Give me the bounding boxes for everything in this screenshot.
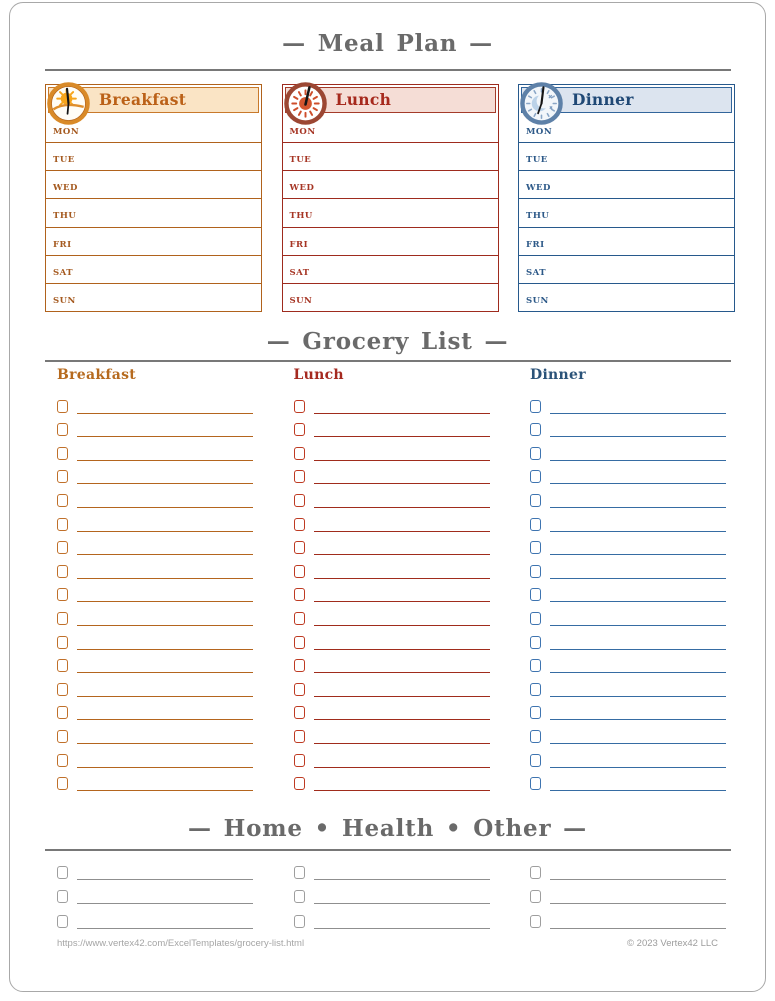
meal-day-row-wed[interactable] bbox=[519, 171, 734, 199]
grocery-item-row bbox=[57, 768, 253, 792]
grocery-item-row bbox=[530, 508, 726, 532]
item-blank-line[interactable] bbox=[77, 743, 253, 744]
item-blank-line[interactable] bbox=[77, 672, 253, 673]
checkbox[interactable] bbox=[57, 447, 68, 460]
item-blank-line[interactable] bbox=[314, 601, 490, 602]
item-blank-line[interactable] bbox=[314, 578, 490, 579]
item-blank-line[interactable] bbox=[77, 696, 253, 697]
item-blank-line[interactable] bbox=[550, 625, 726, 626]
other-column-3 bbox=[530, 855, 726, 929]
grocery-item-row bbox=[294, 768, 490, 792]
item-blank-line[interactable] bbox=[77, 413, 253, 414]
meal-header-dinner bbox=[521, 87, 732, 113]
dinner-moon-clock-icon bbox=[519, 81, 564, 126]
meal-day-row-fri[interactable] bbox=[283, 228, 498, 256]
grocery-item-row bbox=[530, 414, 726, 438]
meal-day-row-sun[interactable] bbox=[283, 284, 498, 311]
grocery-item-row bbox=[294, 508, 490, 532]
checkbox[interactable] bbox=[294, 470, 305, 483]
item-blank-line[interactable] bbox=[314, 649, 490, 650]
day-label: FRI bbox=[526, 239, 545, 250]
grocery-item-row bbox=[294, 555, 490, 579]
meal-header-lunch bbox=[285, 87, 496, 113]
meal-rows-lunch bbox=[283, 115, 498, 311]
grocery-item-row bbox=[57, 602, 253, 626]
other-item-row bbox=[57, 880, 253, 905]
other-item-row bbox=[530, 904, 726, 929]
meal-day-row-sat[interactable] bbox=[519, 256, 734, 284]
item-blank-line[interactable] bbox=[77, 928, 253, 929]
checkbox[interactable] bbox=[530, 470, 541, 483]
day-label: THU bbox=[289, 211, 313, 222]
grocery-column-header: Breakfast bbox=[57, 367, 137, 383]
other-item-row bbox=[530, 880, 726, 905]
other-item-row bbox=[530, 855, 726, 880]
checkbox[interactable] bbox=[530, 565, 541, 578]
item-blank-line[interactable] bbox=[314, 625, 490, 626]
item-blank-line[interactable] bbox=[550, 903, 726, 904]
item-blank-line[interactable] bbox=[314, 460, 490, 461]
day-label: TUE bbox=[53, 155, 75, 166]
meal-header-label: Dinner bbox=[572, 90, 634, 109]
day-label: WED bbox=[526, 183, 551, 194]
checkbox[interactable] bbox=[57, 659, 68, 672]
checkbox[interactable] bbox=[530, 754, 541, 767]
grocery-item-row bbox=[530, 650, 726, 674]
grocery-item-row bbox=[294, 390, 490, 414]
item-blank-line[interactable] bbox=[77, 578, 253, 579]
grocery-item-row bbox=[294, 437, 490, 461]
item-blank-line[interactable] bbox=[550, 696, 726, 697]
item-blank-line[interactable] bbox=[550, 790, 726, 791]
meal-plan-section bbox=[45, 84, 735, 312]
checkbox[interactable] bbox=[530, 494, 541, 507]
grocery-item-row bbox=[294, 744, 490, 768]
grocery-rows-breakfast bbox=[57, 390, 253, 791]
meal-day-row-sun[interactable] bbox=[519, 284, 734, 311]
grocery-item-row bbox=[530, 768, 726, 792]
grocery-item-row bbox=[294, 602, 490, 626]
grocery-item-row bbox=[294, 697, 490, 721]
checkbox[interactable] bbox=[57, 754, 68, 767]
day-label: MON bbox=[53, 127, 80, 137]
meal-day-row-tue[interactable] bbox=[283, 143, 498, 171]
grocery-item-row bbox=[57, 414, 253, 438]
meal-day-row-thu[interactable] bbox=[519, 199, 734, 227]
day-label: SAT bbox=[526, 267, 547, 278]
other-column-2 bbox=[294, 855, 490, 929]
other-item-row bbox=[294, 904, 490, 929]
grocery-item-row bbox=[530, 390, 726, 414]
day-label: WED bbox=[53, 183, 78, 194]
grocery-item-row bbox=[57, 697, 253, 721]
checkbox[interactable] bbox=[294, 915, 305, 928]
grocery-item-row bbox=[57, 673, 253, 697]
checkbox[interactable] bbox=[294, 754, 305, 767]
meal-day-row-wed[interactable] bbox=[46, 171, 261, 199]
item-blank-line[interactable] bbox=[314, 790, 490, 791]
item-blank-line[interactable] bbox=[77, 903, 253, 904]
grocery-item-row bbox=[530, 555, 726, 579]
checkbox[interactable] bbox=[57, 400, 68, 413]
grocery-item-row bbox=[57, 720, 253, 744]
checkbox[interactable] bbox=[530, 541, 541, 554]
grocery-column-dinner bbox=[530, 367, 726, 791]
grocery-item-row bbox=[530, 602, 726, 626]
checkbox[interactable] bbox=[294, 636, 305, 649]
checkbox[interactable] bbox=[57, 588, 68, 601]
day-label: MON bbox=[289, 127, 316, 137]
item-blank-line[interactable] bbox=[77, 719, 253, 720]
checkbox[interactable] bbox=[294, 565, 305, 578]
other-item-row bbox=[57, 904, 253, 929]
checkbox[interactable] bbox=[57, 470, 68, 483]
home-health-other-title: — Home • Health • Other — bbox=[188, 815, 587, 842]
grocery-column-lunch bbox=[294, 367, 490, 791]
other-rows-2 bbox=[294, 855, 490, 929]
checkbox[interactable] bbox=[294, 423, 305, 436]
day-label: SUN bbox=[53, 295, 76, 306]
grocery-item-row bbox=[530, 579, 726, 603]
grocery-item-row bbox=[530, 532, 726, 556]
item-blank-line[interactable] bbox=[314, 719, 490, 720]
grocery-item-row bbox=[530, 744, 726, 768]
day-label: SAT bbox=[53, 267, 74, 278]
meal-plan-divider bbox=[45, 69, 731, 71]
meal-day-row-thu[interactable] bbox=[283, 199, 498, 227]
day-label: FRI bbox=[53, 239, 72, 250]
item-blank-line[interactable] bbox=[314, 672, 490, 673]
item-blank-line[interactable] bbox=[314, 507, 490, 508]
day-label: THU bbox=[53, 211, 77, 222]
day-label: FRI bbox=[289, 239, 309, 250]
item-blank-line[interactable] bbox=[314, 436, 490, 437]
item-blank-line[interactable] bbox=[550, 531, 726, 532]
checkbox[interactable] bbox=[294, 494, 305, 507]
grocery-item-row bbox=[294, 532, 490, 556]
checkbox[interactable] bbox=[530, 683, 541, 696]
item-blank-line[interactable] bbox=[550, 879, 726, 880]
day-label: THU bbox=[526, 211, 550, 222]
checkbox[interactable] bbox=[530, 706, 541, 719]
checkbox[interactable] bbox=[530, 890, 541, 903]
checkbox[interactable] bbox=[530, 400, 541, 413]
home-health-other-section bbox=[57, 855, 726, 929]
grocery-item-row bbox=[294, 414, 490, 438]
checkbox[interactable] bbox=[57, 518, 68, 531]
other-item-row bbox=[57, 855, 253, 880]
other-rows-3 bbox=[530, 855, 726, 929]
checkbox[interactable] bbox=[57, 915, 68, 928]
checkbox[interactable] bbox=[294, 777, 305, 790]
item-blank-line[interactable] bbox=[314, 743, 490, 744]
checkbox[interactable] bbox=[57, 565, 68, 578]
other-item-row bbox=[294, 855, 490, 880]
item-blank-line[interactable] bbox=[314, 531, 490, 532]
checkbox[interactable] bbox=[530, 659, 541, 672]
checkbox[interactable] bbox=[57, 777, 68, 790]
footer-url: https://www.vertex42.com/ExcelTemplates/grocery-list.html bbox=[57, 938, 305, 949]
meal-day-row-tue[interactable] bbox=[46, 143, 261, 171]
checkbox[interactable] bbox=[294, 730, 305, 743]
meal-day-row-fri[interactable] bbox=[519, 228, 734, 256]
grocery-item-row bbox=[57, 744, 253, 768]
checkbox[interactable] bbox=[57, 612, 68, 625]
day-label: MON bbox=[526, 127, 553, 137]
item-blank-line[interactable] bbox=[550, 672, 726, 673]
checkbox[interactable] bbox=[57, 706, 68, 719]
checkbox[interactable] bbox=[57, 423, 68, 436]
grocery-item-row bbox=[294, 720, 490, 744]
item-blank-line[interactable] bbox=[314, 903, 490, 904]
item-blank-line[interactable] bbox=[77, 460, 253, 461]
item-blank-line[interactable] bbox=[314, 928, 490, 929]
checkbox[interactable] bbox=[57, 730, 68, 743]
checkbox[interactable] bbox=[294, 447, 305, 460]
meal-header-label: Lunch bbox=[335, 90, 392, 109]
grocery-item-row bbox=[57, 626, 253, 650]
checkbox[interactable] bbox=[57, 636, 68, 649]
checkbox[interactable] bbox=[294, 683, 305, 696]
item-blank-line[interactable] bbox=[77, 531, 253, 532]
item-blank-line[interactable] bbox=[550, 554, 726, 555]
checkbox[interactable] bbox=[57, 541, 68, 554]
meal-header-label: Breakfast bbox=[99, 90, 187, 109]
grocery-item-row bbox=[57, 650, 253, 674]
item-blank-line[interactable] bbox=[77, 601, 253, 602]
item-blank-line[interactable] bbox=[77, 483, 253, 484]
item-blank-line[interactable] bbox=[77, 507, 253, 508]
checkbox[interactable] bbox=[530, 915, 541, 928]
grocery-item-row bbox=[530, 697, 726, 721]
meal-header-breakfast bbox=[48, 87, 259, 113]
day-label: SUN bbox=[526, 295, 549, 306]
checkbox[interactable] bbox=[294, 612, 305, 625]
item-blank-line[interactable] bbox=[314, 696, 490, 697]
meal-rows-dinner bbox=[519, 115, 734, 311]
checkbox[interactable] bbox=[294, 400, 305, 413]
grocery-item-row bbox=[57, 484, 253, 508]
item-blank-line[interactable] bbox=[77, 436, 253, 437]
grocery-list-title: — Grocery List — bbox=[266, 328, 509, 355]
grocery-item-row bbox=[57, 461, 253, 485]
checkbox[interactable] bbox=[530, 636, 541, 649]
meal-table-breakfast bbox=[45, 84, 262, 312]
grocery-item-row bbox=[530, 461, 726, 485]
meal-plan-title: — Meal Plan — bbox=[282, 30, 493, 57]
meal-day-row-sun[interactable] bbox=[46, 284, 261, 311]
checkbox[interactable] bbox=[57, 683, 68, 696]
checkbox[interactable] bbox=[294, 866, 305, 879]
grocery-item-row bbox=[530, 720, 726, 744]
item-blank-line[interactable] bbox=[550, 743, 726, 744]
grocery-item-row bbox=[294, 484, 490, 508]
checkbox[interactable] bbox=[530, 518, 541, 531]
meal-table-lunch bbox=[282, 84, 499, 312]
item-blank-line[interactable] bbox=[77, 554, 253, 555]
item-blank-line[interactable] bbox=[314, 554, 490, 555]
grocery-list-section bbox=[57, 367, 726, 791]
grocery-item-row bbox=[294, 673, 490, 697]
grocery-item-row bbox=[57, 532, 253, 556]
checkbox[interactable] bbox=[57, 866, 68, 879]
checkbox[interactable] bbox=[57, 890, 68, 903]
item-blank-line[interactable] bbox=[314, 879, 490, 880]
checkbox[interactable] bbox=[530, 777, 541, 790]
grocery-column-header: Dinner bbox=[530, 367, 586, 383]
item-blank-line[interactable] bbox=[550, 719, 726, 720]
item-blank-line[interactable] bbox=[550, 928, 726, 929]
checkbox[interactable] bbox=[294, 659, 305, 672]
checkbox[interactable] bbox=[530, 588, 541, 601]
checkbox[interactable] bbox=[294, 706, 305, 719]
item-blank-line[interactable] bbox=[550, 649, 726, 650]
checkbox[interactable] bbox=[530, 730, 541, 743]
checkbox[interactable] bbox=[294, 890, 305, 903]
item-blank-line[interactable] bbox=[550, 483, 726, 484]
grocery-item-row bbox=[294, 461, 490, 485]
checkbox[interactable] bbox=[530, 423, 541, 436]
grocery-item-row bbox=[530, 437, 726, 461]
grocery-item-row bbox=[57, 579, 253, 603]
item-blank-line[interactable] bbox=[550, 578, 726, 579]
day-label: SAT bbox=[289, 267, 310, 278]
footer-copyright: © 2023 Vertex42 LLC bbox=[627, 938, 718, 949]
item-blank-line[interactable] bbox=[550, 413, 726, 414]
other-rows-1 bbox=[57, 855, 253, 929]
meal-rows-breakfast bbox=[46, 115, 261, 311]
meal-table-dinner bbox=[518, 84, 735, 312]
item-blank-line[interactable] bbox=[314, 483, 490, 484]
breakfast-sun-clock-icon bbox=[46, 81, 91, 126]
grocery-rows-lunch bbox=[294, 390, 490, 791]
meal-day-row-wed[interactable] bbox=[283, 171, 498, 199]
checkbox[interactable] bbox=[530, 612, 541, 625]
day-label: SUN bbox=[289, 295, 313, 306]
grocery-column-breakfast bbox=[57, 367, 253, 791]
grocery-item-row bbox=[57, 508, 253, 532]
grocery-item-row bbox=[57, 437, 253, 461]
day-label: TUE bbox=[526, 155, 548, 166]
item-blank-line[interactable] bbox=[314, 767, 490, 768]
other-column-1 bbox=[57, 855, 253, 929]
grocery-item-row bbox=[294, 650, 490, 674]
meal-day-row-sat[interactable] bbox=[283, 256, 498, 284]
grocery-item-row bbox=[530, 484, 726, 508]
checkbox[interactable] bbox=[530, 447, 541, 460]
checkbox[interactable] bbox=[57, 494, 68, 507]
grocery-item-row bbox=[294, 579, 490, 603]
grocery-list-divider bbox=[45, 360, 731, 362]
item-blank-line[interactable] bbox=[314, 413, 490, 414]
meal-day-row-fri[interactable] bbox=[46, 228, 261, 256]
footer bbox=[57, 938, 718, 949]
item-blank-line[interactable] bbox=[77, 879, 253, 880]
item-blank-line[interactable] bbox=[550, 601, 726, 602]
other-item-row bbox=[294, 880, 490, 905]
grocery-item-row bbox=[57, 555, 253, 579]
checkbox[interactable] bbox=[294, 588, 305, 601]
meal-day-row-sat[interactable] bbox=[46, 256, 261, 284]
item-blank-line[interactable] bbox=[550, 507, 726, 508]
item-blank-line[interactable] bbox=[77, 767, 253, 768]
grocery-item-row bbox=[530, 626, 726, 650]
day-label: TUE bbox=[289, 155, 312, 166]
day-label: WED bbox=[289, 183, 315, 194]
item-blank-line[interactable] bbox=[550, 767, 726, 768]
checkbox[interactable] bbox=[294, 518, 305, 531]
meal-day-row-tue[interactable] bbox=[519, 143, 734, 171]
checkbox[interactable] bbox=[530, 866, 541, 879]
item-blank-line[interactable] bbox=[550, 460, 726, 461]
grocery-item-row bbox=[294, 626, 490, 650]
item-blank-line[interactable] bbox=[77, 649, 253, 650]
grocery-item-row bbox=[57, 390, 253, 414]
item-blank-line[interactable] bbox=[550, 436, 726, 437]
meal-day-row-thu[interactable] bbox=[46, 199, 261, 227]
item-blank-line[interactable] bbox=[77, 625, 253, 626]
grocery-column-header: Lunch bbox=[293, 367, 344, 383]
lunch-clock-icon bbox=[283, 81, 328, 126]
item-blank-line[interactable] bbox=[77, 790, 253, 791]
checkbox[interactable] bbox=[294, 541, 305, 554]
grocery-rows-dinner bbox=[530, 390, 726, 791]
grocery-item-row bbox=[530, 673, 726, 697]
home-health-other-divider bbox=[45, 849, 731, 851]
